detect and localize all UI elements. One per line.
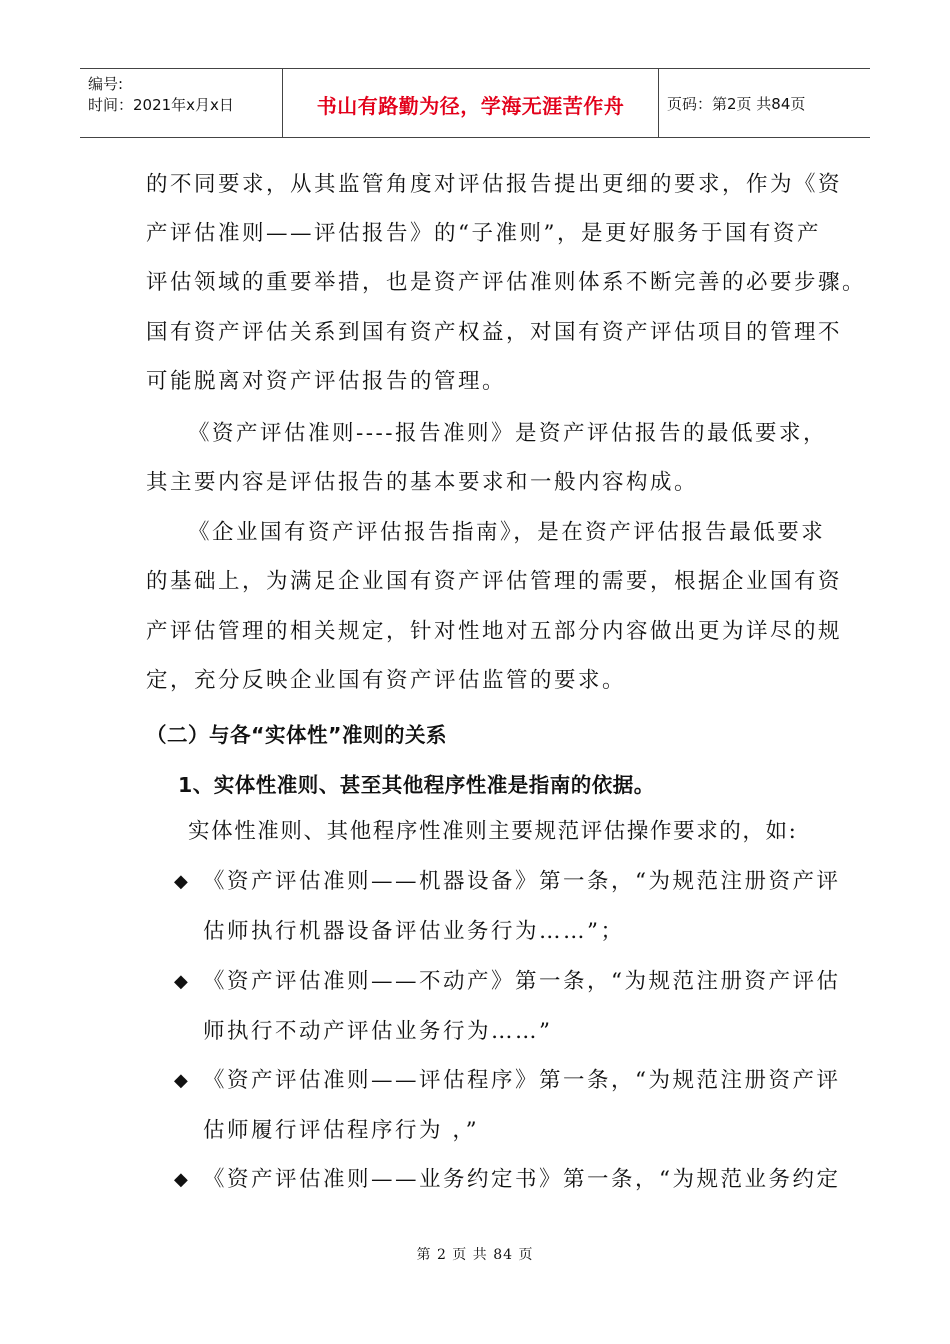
text-line: 产评估管理的相关规定，针对性地对五部分内容做出更为详尽的规 xyxy=(146,619,843,644)
diamond-bullet-icon: ◆ xyxy=(174,971,188,992)
bullet-item-line: 估师执行机器设备评估业务行为……”； xyxy=(203,919,625,944)
bullet-item-line: 《资产评估准则——业务约定书》第一条，“为规范业务约定 xyxy=(203,1167,841,1192)
text-line: 定，充分反映企业国有资产评估监管的要求。 xyxy=(146,668,627,693)
text-line: 其主要内容是评估报告的基本要求和一般内容构成。 xyxy=(146,470,699,495)
bullet-item-line: 《资产评估准则——机器设备》第一条，“为规范注册资产评 xyxy=(203,869,841,894)
text-line: 评估领域的重要举措，也是资产评估准则体系不断完善的必要步骤。 xyxy=(146,270,867,295)
diamond-bullet-icon: ◆ xyxy=(174,1169,188,1190)
sub-heading: 1、实体性准则、甚至其他程序性准是指南的依据。 xyxy=(178,773,655,797)
bullet-item-line: 师执行不动产评估业务行为……” xyxy=(203,1019,553,1044)
bullet-item-line: 《资产评估准则——评估程序》第一条，“为规范注册资产评 xyxy=(203,1068,841,1093)
diamond-bullet-icon: ◆ xyxy=(174,1070,188,1091)
section-heading: （二）与各“实体性”准则的关系 xyxy=(146,723,447,747)
document-time-label: 时间：2021年x月x日 xyxy=(88,96,234,114)
document-number-label: 编号: xyxy=(88,75,124,93)
intro-line: 实体性准则、其他程序性准则主要规范评估操作要求的，如: xyxy=(188,819,798,844)
text-line: 的不同要求，从其监管角度对评估报告提出更细的要求，作为《资 xyxy=(146,172,843,197)
bullet-item-line: 估师履行评估程序行为 ，” xyxy=(203,1118,480,1143)
bullet-item-line: 《资产评估准则——不动产》第一条，“为规范注册资产评估 xyxy=(203,969,841,994)
text-line: 《企业国有资产评估报告指南》，是在资产评估报告最低要求 xyxy=(188,520,826,545)
page-header xyxy=(80,68,870,138)
diamond-bullet-icon: ◆ xyxy=(174,871,188,892)
text-line: 产评估准则——评估报告》的“子准则”，是更好服务于国有资产 xyxy=(146,221,821,246)
page-footer: 第 2 页 共 84 页 xyxy=(416,1247,534,1263)
header-motto-cell xyxy=(283,69,659,137)
header-page-cell xyxy=(659,69,870,137)
header-meta-cell xyxy=(80,69,283,137)
text-line: 的基础上，为满足企业国有资产评估管理的需要，根据企业国有资 xyxy=(146,569,843,594)
text-line: 国有资产评估关系到国有资产权益，对国有资产评估项目的管理不 xyxy=(146,320,843,345)
header-page-info: 页码：第2页 共84页 xyxy=(667,95,806,113)
text-line: 《资产评估准则----报告准则》是资产评估报告的最低要求， xyxy=(188,421,828,446)
text-line: 可能脱离对资产评估报告的管理。 xyxy=(146,369,507,394)
header-motto: 书山有路勤为径，学海无涯苦作舟 xyxy=(316,94,625,118)
